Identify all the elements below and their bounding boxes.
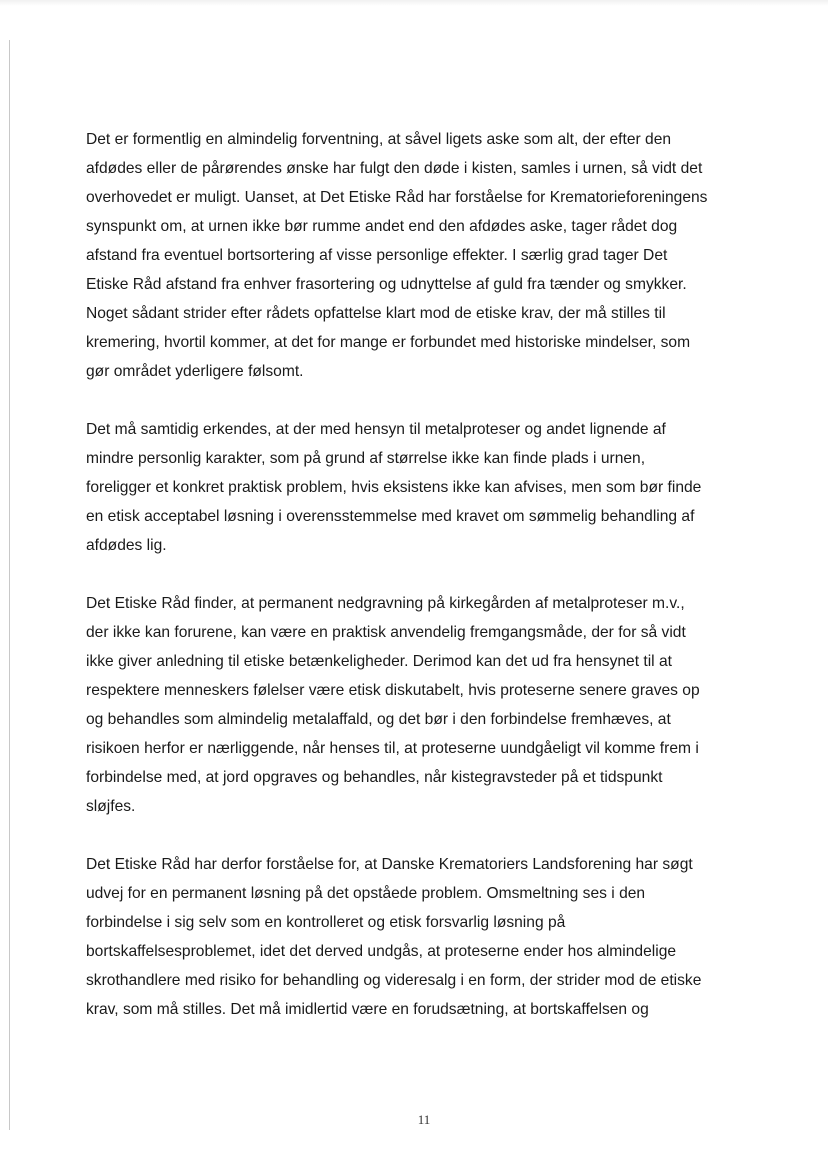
text-line: overhovedet er muligt. Uanset, at Det Etiske Råd har forståelse for Krematorieforeningens [86, 189, 708, 206]
text-line: afdødes lig. [86, 537, 167, 554]
text-line: synspunkt om, at urnen ikke bør rumme andet end den afdødes aske, tager rådet dog [86, 218, 678, 235]
text-line: Etiske Råd afstand fra enhver frasortering og udnyttelse af guld fra tænder og smykker. [86, 276, 687, 293]
text-line: udvej for en permanent løsning på det opståede problem. Omsmeltning ses i den [86, 885, 646, 902]
paragraph-2 [86, 415, 766, 560]
text-line: ikke giver anledning til etiske betænkeligheder. Derimod kan det ud fra hensynet til at [86, 653, 672, 670]
text-line: afdødes eller de pårørendes ønske har fulgt den døde i kisten, samles i urnen, så vidt det [86, 160, 703, 177]
text-line: bortskaffelsesproblemet, idet det derved undgås, at proteserne ender hos almindelige [86, 943, 677, 960]
text-line: mindre personlig karakter, som på grund af størrelse ikke kan finde plads i urnen, [86, 450, 646, 467]
text-line: forbindelse med, at jord opgraves og behandles, når kistegravsteder på et tidspunkt [86, 769, 663, 786]
text-line: forbindelse i sig selv som en kontrolleret og etisk forsvarlig løsning på [86, 914, 566, 931]
paragraph-3 [86, 589, 766, 821]
text-line: kremering, hvortil kommer, at det for mange er forbundet med historiske mindelser, som [86, 334, 691, 351]
paragraph-1 [86, 125, 766, 386]
body-text [86, 125, 766, 1053]
text-line: risikoen herfor er nærliggende, når henses til, at proteserne uundgåeligt vil komme frem i [86, 740, 699, 757]
text-line: sløjfes. [86, 798, 136, 815]
text-line: krav, som må stilles. Det må imidlertid være en forudsætning, at bortskaffelsen og [86, 1001, 649, 1018]
scan-left-edge [9, 40, 10, 1130]
page-number: 11 [417, 1112, 431, 1127]
text-line: afstand fra eventuel bortsortering af visse personlige effekter. I særlig grad tager Det [86, 247, 668, 264]
text-line: Det Etiske Råd finder, at permanent nedgravning på kirkegården af metalproteser m.v., [86, 595, 685, 612]
text-line: der ikke kan forurene, kan være en praktisk anvendelig fremgangsmåde, der for så vidt [86, 624, 686, 641]
text-line: og behandles som almindelig metalaffald, og det bør i den forbindelse fremhæves, at [86, 711, 671, 728]
text-line: Noget sådant strider efter rådets opfattelse klart mod de etiske krav, der må stilles til [86, 305, 666, 322]
scan-top-edge [0, 0, 828, 6]
text-line: en etisk acceptabel løsning i overensstemmelse med kravet om sømmelig behandling af [86, 508, 695, 525]
text-line: Det Etiske Råd har derfor forståelse for, at Danske Krematoriers Landsforening har søgt [86, 856, 693, 873]
text-line: Det må samtidig erkendes, at der med hensyn til metalproteser og andet lignende af [86, 421, 666, 438]
text-line: Det er formentlig en almindelig forventning, at såvel ligets aske som alt, der efter den [86, 131, 672, 148]
text-line: skrothandlere med risiko for behandling og videresalg i en form, der strider mod de etiske [86, 972, 702, 989]
text-line: gør området yderligere følsomt. [86, 363, 304, 380]
text-line: foreligger et konkret praktisk problem, hvis eksistens ikke kan afvises, men som bør finde [86, 479, 702, 496]
text-line: respektere menneskers følelser være etisk diskutabelt, hvis proteserne senere graves op [86, 682, 700, 699]
paragraph-4 [86, 850, 766, 1024]
